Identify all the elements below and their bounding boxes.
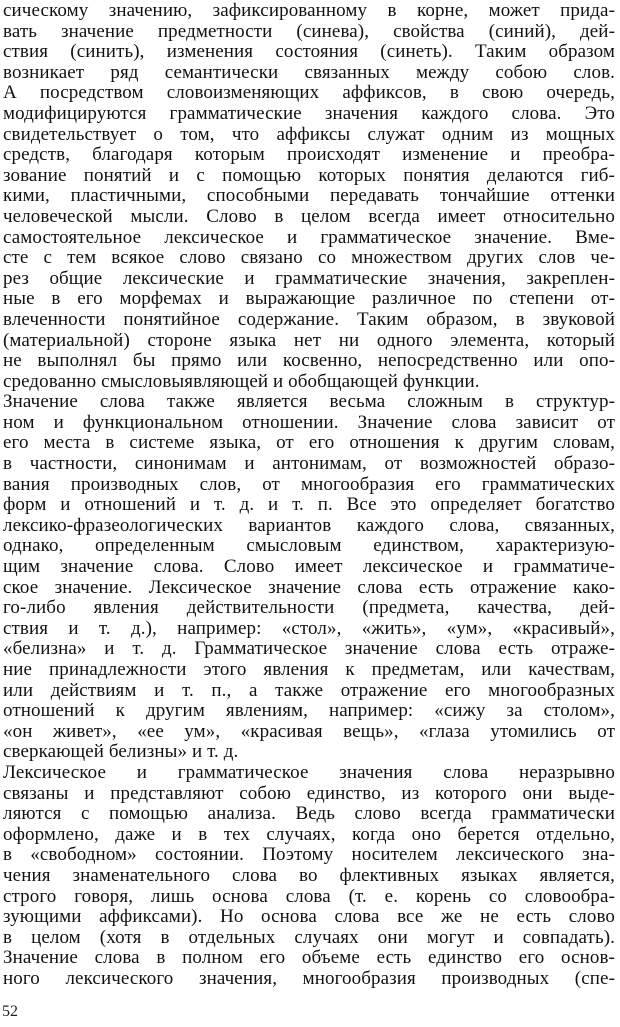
- text-line: в частности, синонимам и антонимам, от возможностей образо-: [3, 454, 615, 475]
- text-line: ляются с помощью анализа. Ведь слово всегда грамматически: [3, 804, 615, 825]
- text-line: рез общие лексические и грамматические значения, закреплен-: [3, 268, 615, 289]
- page-number: 52: [2, 1003, 18, 1020]
- text-line: отношений к другим явлениям, например: «сижу за столом»,: [3, 701, 615, 722]
- text-line: лексико-фразеологических вариантов каждого слова, связанных,: [3, 515, 615, 536]
- text-line: «он живет», «ее ум», «красивая вещь», «глаза утомились от: [3, 721, 615, 742]
- text-line: А посредством словоизменяющих аффиксов, в свою очередь,: [3, 83, 615, 104]
- text-line: ствия (синить), изменения состояния (синеть). Таким образом: [3, 42, 615, 63]
- text-line: однако, определенным смысловым единством, характеризую-: [3, 536, 615, 557]
- text-line: Лексическое и грамматическое значения слова неразрывно: [3, 762, 615, 783]
- text-line: влеченности понятийное содержание. Таким образом, в звуковой: [3, 309, 615, 330]
- text-line: средованно смысловыявляющей и обобщающей функции.: [3, 371, 480, 392]
- text-line: зующими аффиксами). Но основа слова все же не есть слово: [3, 907, 615, 928]
- text-line: сте с тем всякое слово связано со множеством других слов че-: [3, 248, 615, 269]
- text-line: ское значение. Лексическое значение слова есть отражение како-: [3, 577, 615, 598]
- text-line: модифицируются грамматические значения каждого слова. Это: [3, 103, 615, 124]
- text-line: зование понятий и с помощью которых понятия делаются гиб-: [3, 165, 615, 186]
- text-line: в целом (хотя в отдельных случаях они могут и совпадать).: [3, 927, 615, 948]
- text-line: ном и функциональном отношении. Значение слова зависит от: [3, 412, 615, 433]
- text-line: самостоятельное лексическое и грамматическое значение. Вме-: [3, 227, 615, 248]
- body-text: [3, 1, 615, 990]
- text-line: сверкающей белизны» и т. д.: [3, 742, 239, 763]
- text-line: сическому значению, зафиксированному в корне, может прида-: [3, 1, 615, 21]
- text-line: (материальной) стороне языка нет ни одного элемента, который: [3, 330, 615, 351]
- text-line: «белизна» и т. д. Грамматическое значение слова есть отраже-: [3, 639, 615, 660]
- text-line: чения знаменательного слова во флективных языках является,: [3, 865, 615, 886]
- text-line: форм и отношений и т. д. и т. п. Все это определяет богатство: [3, 495, 615, 516]
- text-line: ствия и т. д.), например: «стол», «жить», «ум», «красивый»,: [3, 618, 615, 639]
- text-line: оформлено, даже и в тех случаях, когда оно берется отдельно,: [3, 824, 615, 845]
- text-line: кими, пластичными, способными передавать тончайшие оттенки: [3, 186, 615, 207]
- text-line: Значение слова в полном его объеме есть единство его основ-: [3, 948, 615, 969]
- text-line: щим значение слова. Слово имеет лексическое и грамматиче-: [3, 557, 615, 578]
- text-line: его места в системе языка, от его отношения к другим словам,: [3, 433, 615, 454]
- text-line: ные в его морфемах и выражающие различное по степени от-: [3, 289, 615, 310]
- text-line: Значение слова также является весьма сложным в структур-: [3, 392, 615, 413]
- text-line: ние принадлежности этого явления к предметам, или качествам,: [3, 660, 615, 680]
- text-line: го-либо явления действительности (предмета, качества, дей-: [3, 598, 615, 619]
- text-line: возникает ряд семантически связанных между собою слов.: [3, 62, 615, 83]
- text-line: свидетельствует о том, что аффиксы служат одним из мощных: [3, 124, 615, 145]
- text-line: связаны и представляют собою единство, из которого они выде-: [3, 783, 615, 804]
- text-line: вать значение предметности (синева), свойства (синий), дей-: [3, 21, 615, 42]
- text-line: средств, благодаря которым происходят изменение и преобра-: [3, 145, 615, 166]
- text-line: вания производных слов, от многообразия его грамматических: [3, 474, 615, 495]
- text-line: строго говоря, лишь основа слова (т. е. корень со словообра-: [3, 886, 615, 907]
- text-line: ного лексического значения, многообразия производных (спе-: [3, 968, 615, 989]
- text-line: не выполнял бы прямо или косвенно, непосредственно или опо-: [3, 351, 615, 372]
- text-line: человеческой мысли. Слово в целом всегда имеет относительно: [3, 206, 615, 227]
- text-line: в «свободном» состоянии. Поэтому носителем лексического зна-: [3, 845, 615, 866]
- text-line: или действиям и т. п., а также отражение его многообразных: [3, 680, 615, 701]
